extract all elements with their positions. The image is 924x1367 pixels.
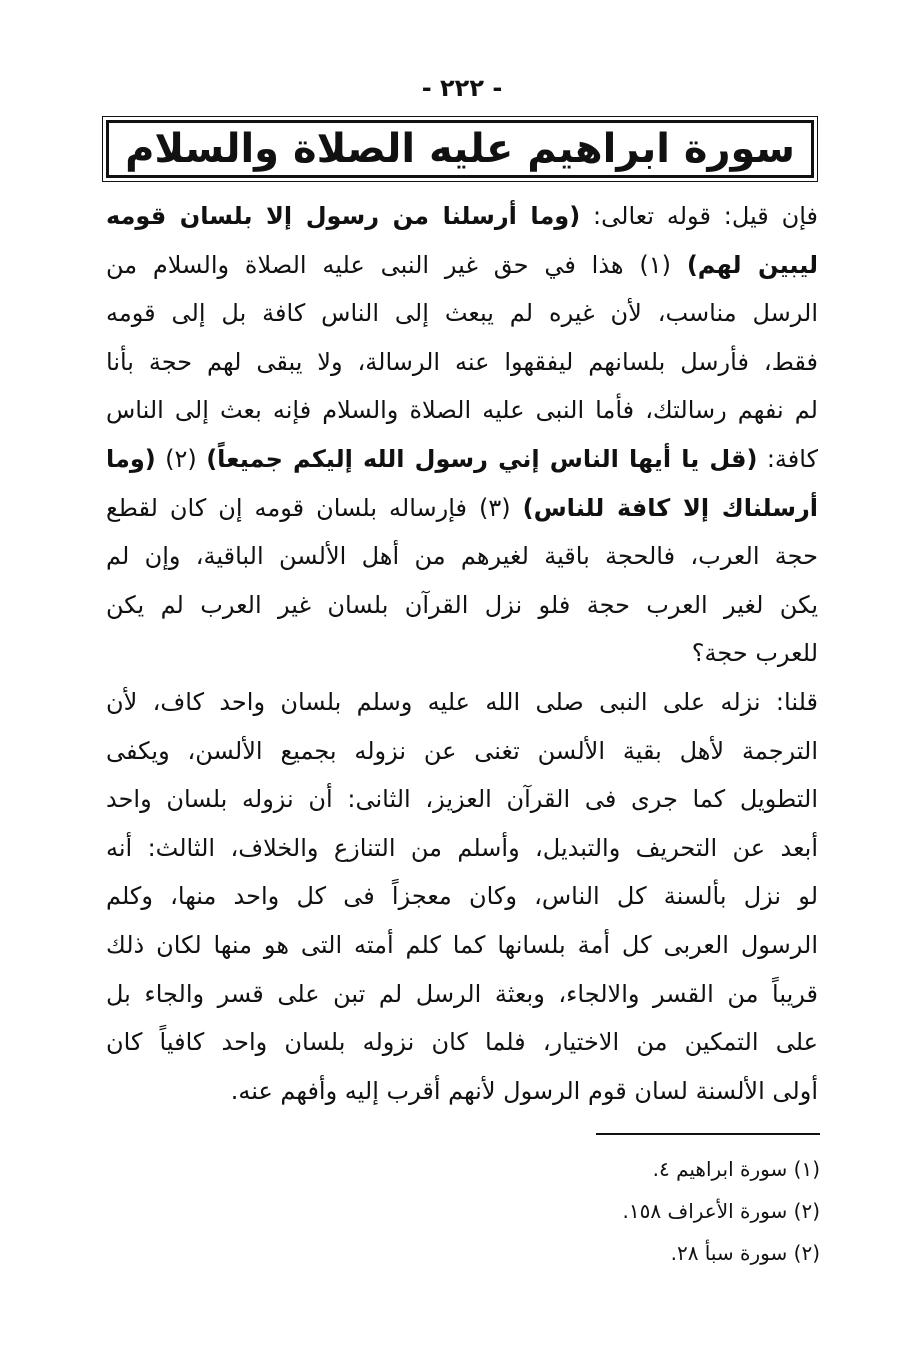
text-line: التطويل كما جرى فى القرآن العزيز، الثانى: أن نزوله بلسان واحد: [106, 785, 818, 814]
quran-verse: (قل يا أيها الناس إني رسول الله إليكم جميعاً): [206, 444, 758, 473]
text-line: كافة: (قل يا أيها الناس إني رسول الله إليكم جميعاً) (٢) (وما: [106, 444, 818, 473]
text-line: حجة العرب، فالحجة باقية لغيرهم من أهل الألسن الباقية، وإن لم: [106, 542, 818, 571]
footnote: (١) سورة ابراهيم ٤.: [652, 1157, 820, 1181]
text-line: لم نفهم رسالتك، فأما النبى عليه الصلاة والسلام فإنه بعث إلى الناس: [106, 396, 818, 425]
text-line: لو نزل بألسنة كل الناس، وكان معجزاً فى كل واحد منها، وكلم: [106, 882, 818, 911]
text-line: فإن قيل: قوله تعالى: (وما أرسلنا من رسول إلا بلسان قومه: [106, 202, 818, 230]
text-line: أبعد عن التحريف والتبديل، وأسلم من التنازع والخلاف، الثالث: أنه: [106, 833, 818, 862]
quran-verse: (وما أرسلنا من رسول إلا بلسان قومه: [106, 202, 581, 230]
footnote: (٢) سورة سبأ ٢٨.: [670, 1241, 820, 1265]
page-number: - ٢٢٢ -: [421, 74, 503, 102]
text-line: ليبين لهم) (١) هذا في حق غير النبى عليه الصلاة والسلام من: [106, 250, 818, 279]
text-line: قلنا: نزله على النبى صلى الله عليه وسلم بلسان واحد كاف، لأن: [106, 687, 818, 716]
body-text: [106, 192, 818, 1115]
text-line: الرسل مناسب، لأن غيره لم يبعث إلى الناس كافة بل إلى قومه: [106, 299, 818, 328]
footnotes: [520, 1148, 820, 1274]
text-line: للعرب حجة؟: [691, 639, 818, 668]
surah-title-box: [106, 120, 814, 178]
surah-title: سورة ابراهيم عليه الصلاة والسلام: [125, 126, 795, 172]
text-line: الرسول العربى كل أمة بلسانها كما كلم أمته التى هو منها لكان ذلك: [106, 930, 818, 959]
text-line: الترجمة لأهل بقية الألسن تغنى عن نزوله بجميع الألسن، ويكفى: [106, 736, 818, 765]
footnote: (٢) سورة الأعراف ١٥٨.: [622, 1199, 820, 1223]
footnote-divider: [596, 1133, 820, 1135]
text-line: أرسلناك إلا كافة للناس) (٣) فإرساله بلسان قومه إن كان لقطع: [106, 493, 818, 522]
text-line: قريباً من القسر والالجاء، وبعثة الرسل لم تبن على قسر والجاء بل: [106, 979, 818, 1008]
quran-verse: ليبين لهم): [686, 250, 818, 279]
quran-verse: (وما: [106, 444, 156, 473]
quran-verse: أرسلناك إلا كافة للناس): [522, 493, 818, 522]
text-line: فقط، فأرسل بلسانهم ليفقهوا عنه الرسالة، ولا يبقى لهم حجة بأنا: [106, 347, 818, 376]
text-line: أولى الألسنة لسان قوم الرسول لأنهم أقرب إليه وأفهم عنه.: [230, 1076, 818, 1105]
text-line: يكن لغير العرب حجة فلو نزل القرآن بلسان غير العرب لم يكن: [106, 590, 818, 619]
text-line: على التمكين من الاختيار، فلما كان نزوله بلسان واحد كافياً كان: [106, 1028, 818, 1057]
